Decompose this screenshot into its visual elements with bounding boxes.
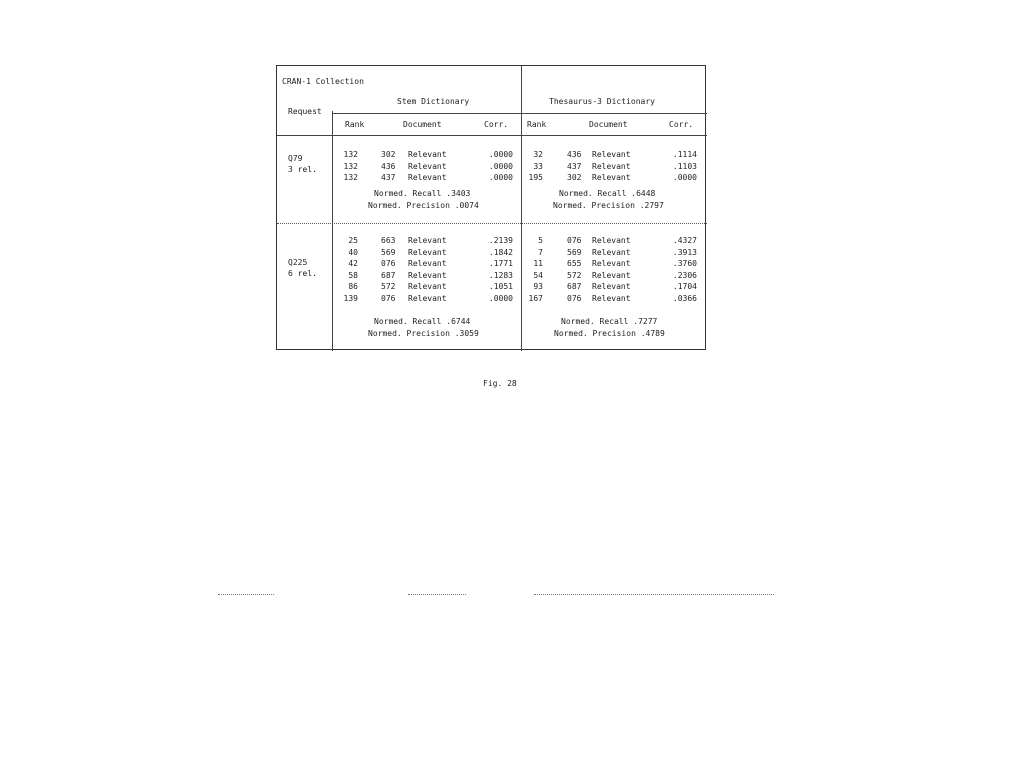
corr-cell: .1103: [672, 161, 697, 171]
subheader-rule: [332, 113, 707, 114]
request-q225-rel: 6 rel.: [288, 269, 317, 278]
table-row: [277, 270, 707, 282]
stem-dictionary-header: Stem Dictionary: [397, 97, 470, 106]
doc-cell: 437: [381, 173, 396, 182]
thes-precision-q79: Normed. Precision .2797: [553, 201, 664, 210]
corr-cell: .0000: [488, 150, 513, 159]
rank-cell: 93: [533, 282, 543, 291]
status-cell: Relevant: [592, 293, 631, 303]
rank-cell: 167: [528, 293, 543, 303]
corr-cell: .0000: [488, 161, 513, 171]
table-row: [277, 247, 707, 259]
rank-cell: 11: [533, 259, 543, 268]
rank-cell: 42: [348, 259, 358, 268]
rank-cell: 132: [343, 161, 358, 171]
rank-cell: 195: [528, 173, 543, 182]
stem-recall-q79: Normed. Recall .3403: [374, 189, 471, 198]
status-cell: Relevant: [408, 293, 447, 303]
corr-cell: .2139: [488, 236, 513, 245]
corr-cell: .1704: [672, 282, 697, 291]
status-cell: Relevant: [408, 247, 447, 257]
corr-cell: .2306: [672, 270, 697, 280]
corr-cell: .0000: [672, 173, 697, 182]
corr-cell: .4327: [672, 236, 697, 245]
status-cell: Relevant: [592, 282, 631, 291]
results-table: [276, 65, 706, 350]
column-document: Document: [403, 120, 442, 129]
doc-cell: 572: [567, 270, 582, 280]
column-rank-thesaurus: Rank: [527, 120, 547, 129]
rank-cell: 5: [538, 236, 543, 245]
rank-cell: 132: [343, 173, 358, 182]
corr-cell: .0000: [488, 293, 513, 303]
corr-cell: .1771: [488, 259, 513, 268]
request-q79-rel: 3 rel.: [288, 165, 317, 174]
doc-cell: 302: [567, 173, 582, 182]
status-cell: Relevant: [408, 259, 447, 268]
thesaurus-dictionary-header: Thesaurus-3 Dictionary: [549, 97, 655, 106]
doc-cell: 437: [567, 161, 582, 171]
table-row: [277, 161, 707, 173]
group-q79-thesaurus: [277, 149, 707, 189]
corr-cell: .1114: [672, 150, 697, 159]
request-q79: Q79: [288, 154, 303, 163]
scan-artifact-line: [408, 594, 466, 595]
doc-cell: 687: [381, 270, 396, 280]
thes-precision-q225: Normed. Precision .4789: [554, 329, 665, 338]
status-cell: Relevant: [408, 173, 447, 182]
status-cell: Relevant: [408, 282, 447, 291]
column-document-thesaurus: Document: [589, 120, 628, 129]
request-header: Request: [288, 107, 322, 116]
corr-cell: .0366: [672, 293, 697, 303]
collection-title: CRAN-1 Collection: [282, 77, 364, 86]
header-rule: [277, 135, 707, 136]
rank-cell: 40: [348, 247, 358, 257]
column-corr: Corr.: [484, 120, 509, 129]
corr-cell: .1283: [488, 270, 513, 280]
status-cell: Relevant: [592, 150, 631, 159]
status-cell: Relevant: [592, 173, 631, 182]
status-cell: Relevant: [592, 247, 631, 257]
table-row: [277, 258, 707, 270]
dictionary-divider: [521, 66, 522, 351]
thes-recall-q225: Normed. Recall .7277: [561, 317, 658, 326]
request-q225: Q225: [288, 258, 308, 267]
doc-cell: 663: [381, 236, 396, 245]
thes-recall-q79: Normed. Recall .6448: [559, 189, 656, 198]
rank-cell: 25: [348, 236, 358, 245]
table-row: [277, 235, 707, 247]
stem-precision-q79: Normed. Precision .0074: [368, 201, 479, 210]
table-row: [277, 281, 707, 293]
column-corr-thesaurus: Corr.: [669, 120, 694, 129]
status-cell: Relevant: [408, 150, 447, 159]
scan-artifact-line: [534, 594, 774, 595]
table-row: [277, 172, 707, 184]
doc-cell: 436: [567, 150, 582, 159]
corr-cell: .3913: [672, 247, 697, 257]
rank-cell: 7: [538, 247, 543, 257]
rank-cell: 54: [533, 270, 543, 280]
status-cell: Relevant: [592, 236, 631, 245]
rank-cell: 132: [343, 150, 358, 159]
status-cell: Relevant: [592, 161, 631, 171]
table-row: [277, 293, 707, 305]
stem-precision-q225: Normed. Precision .3059: [368, 329, 479, 338]
rank-cell: 33: [533, 161, 543, 171]
doc-cell: 076: [381, 259, 396, 268]
doc-cell: 569: [567, 247, 582, 257]
doc-cell: 076: [381, 293, 396, 303]
status-cell: Relevant: [408, 161, 447, 171]
group-divider: [277, 223, 707, 224]
scan-artifact-line: [218, 594, 274, 595]
table-row: [277, 149, 707, 161]
status-cell: Relevant: [408, 236, 447, 245]
corr-cell: .0000: [488, 173, 513, 182]
doc-cell: 569: [381, 247, 396, 257]
rank-cell: 58: [348, 270, 358, 280]
stem-recall-q225: Normed. Recall .6744: [374, 317, 471, 326]
doc-cell: 076: [567, 236, 582, 245]
figure-caption: Fig. 28: [483, 379, 517, 388]
status-cell: Relevant: [592, 259, 631, 268]
doc-cell: 076: [567, 293, 582, 303]
request-divider: [332, 111, 333, 351]
corr-cell: .1842: [488, 247, 513, 257]
group-q225-thesaurus: [277, 235, 707, 305]
rank-cell: 139: [343, 293, 358, 303]
rank-cell: 32: [533, 150, 543, 159]
doc-cell: 655: [567, 259, 582, 268]
status-cell: Relevant: [592, 270, 631, 280]
corr-cell: .1051: [488, 282, 513, 291]
doc-cell: 436: [381, 161, 396, 171]
rank-cell: 86: [348, 282, 358, 291]
doc-cell: 687: [567, 282, 582, 291]
column-rank: Rank: [345, 120, 365, 129]
doc-cell: 302: [381, 150, 396, 159]
corr-cell: .3760: [672, 259, 697, 268]
doc-cell: 572: [381, 282, 396, 291]
status-cell: Relevant: [408, 270, 447, 280]
